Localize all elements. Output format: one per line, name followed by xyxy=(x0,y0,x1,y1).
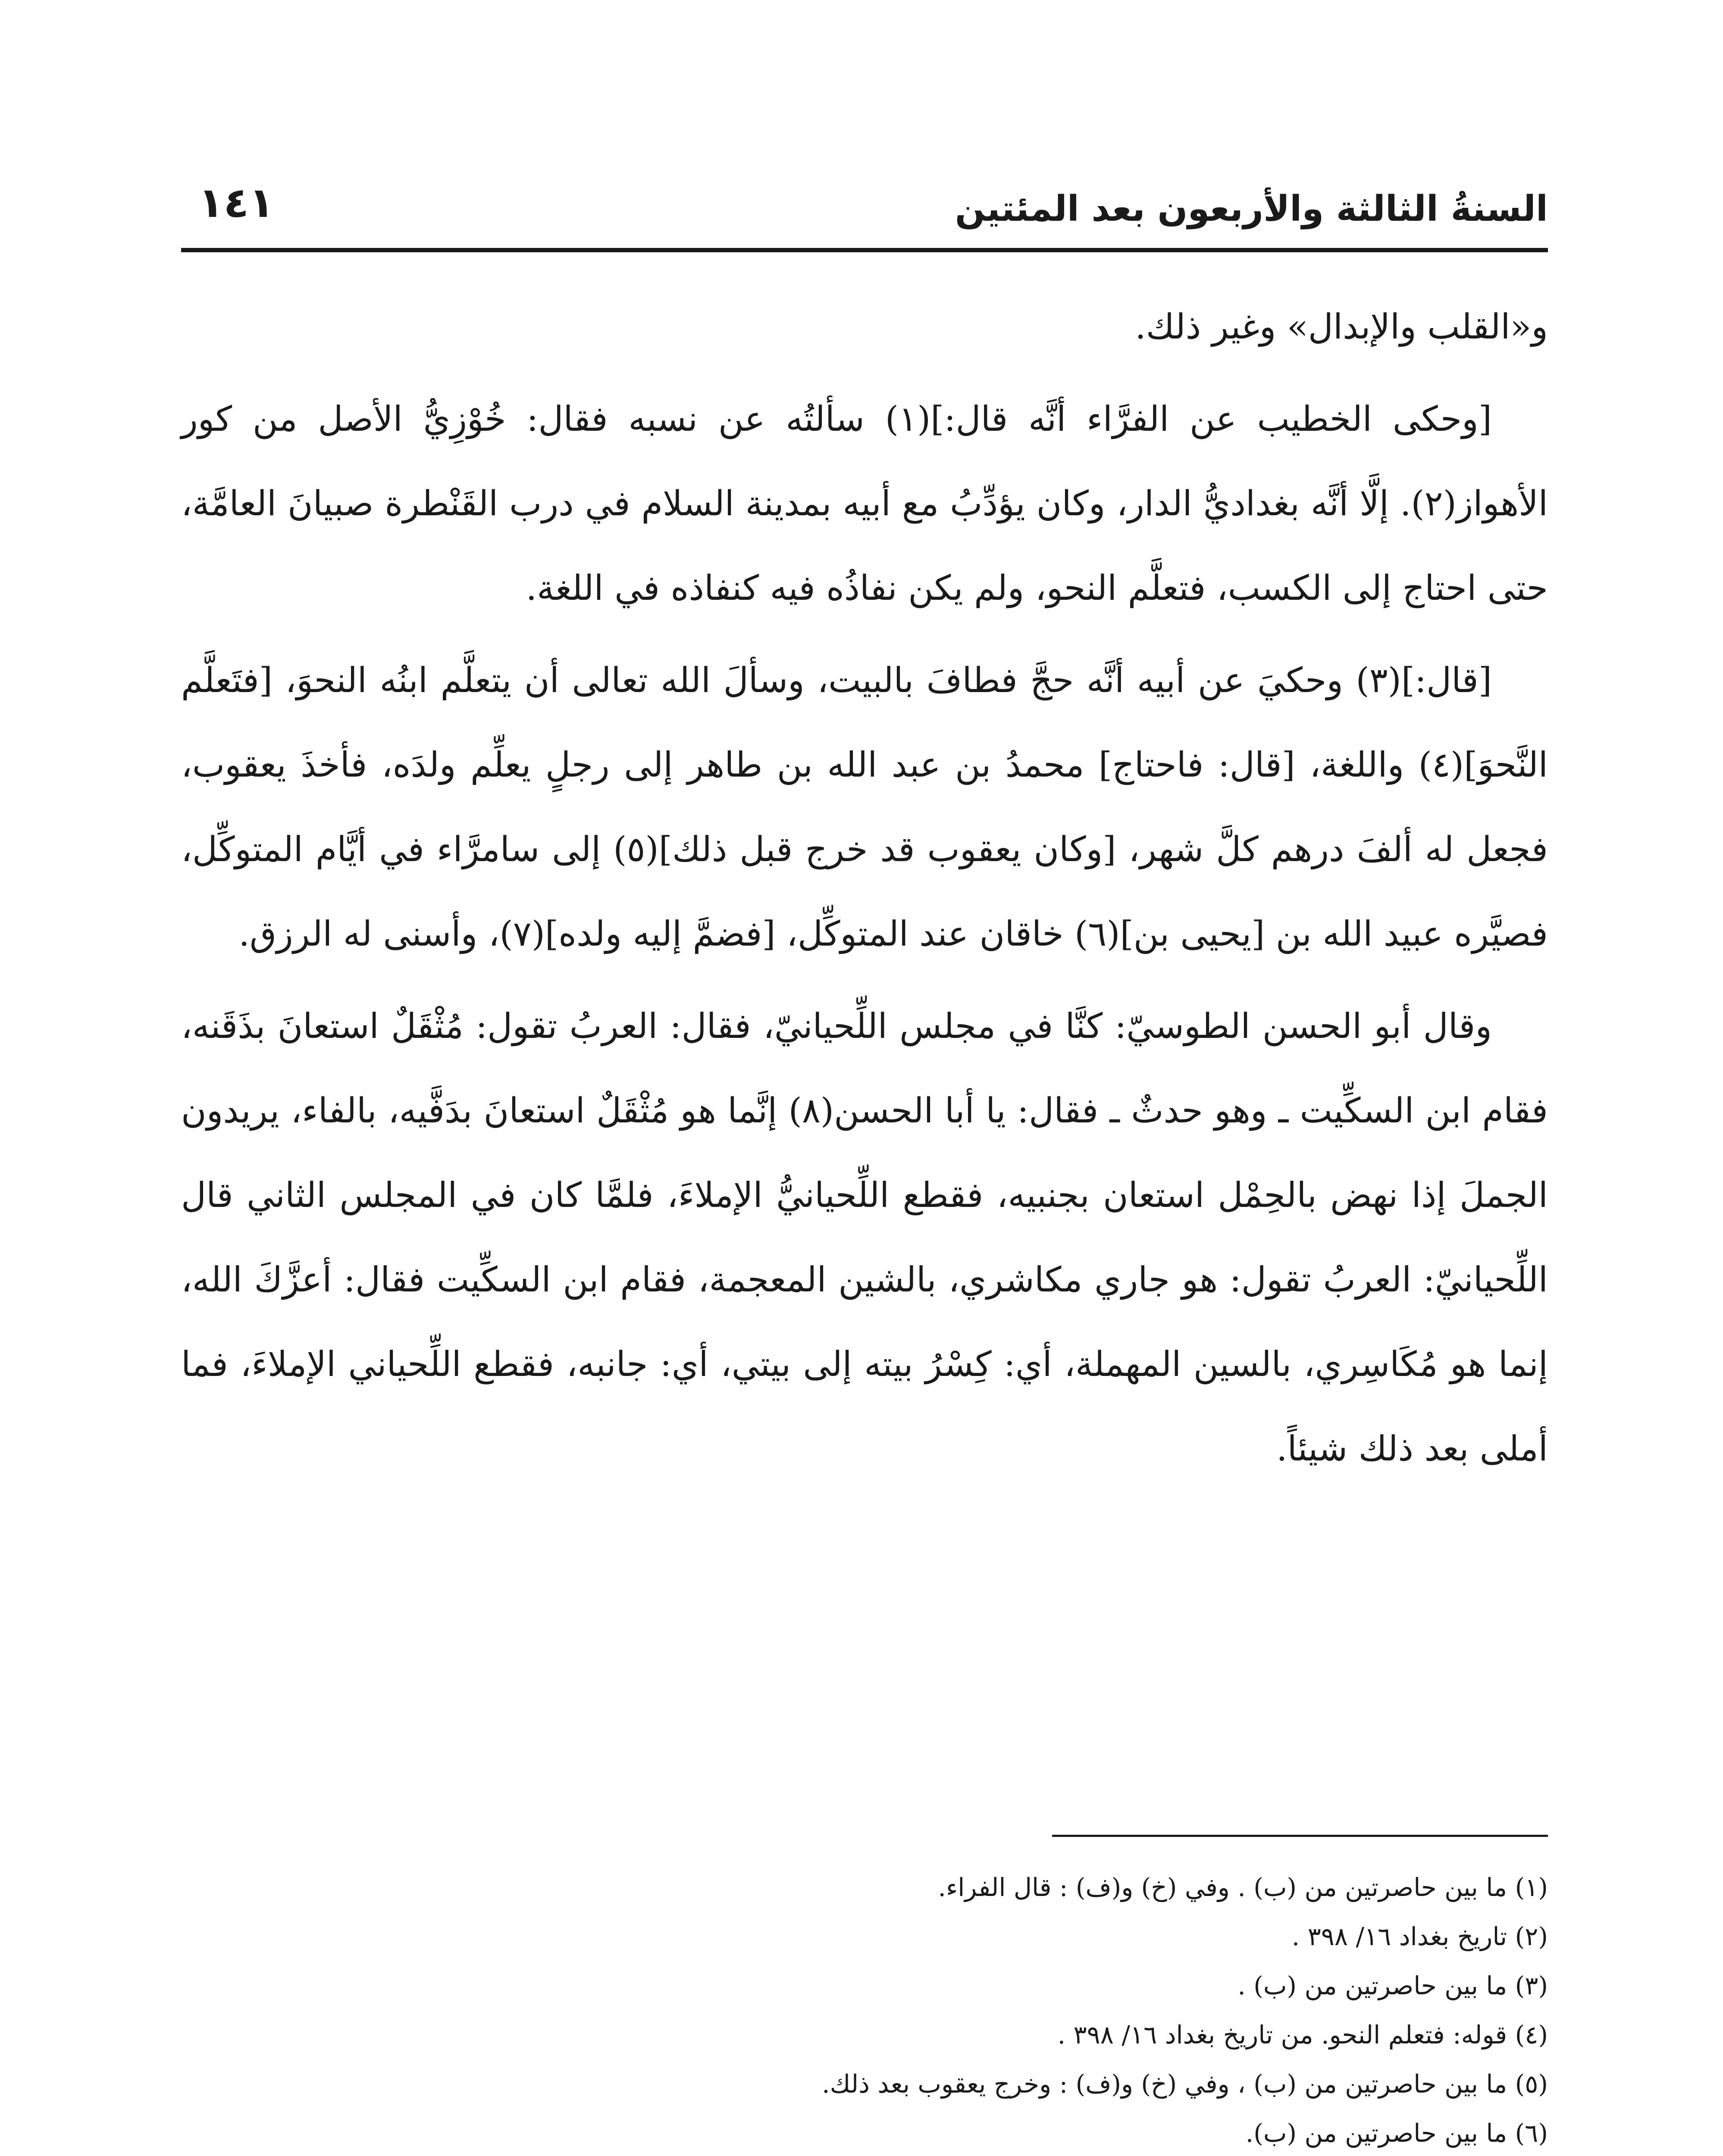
footnote-2: (٢) تاريخ بغداد ١٦/ ٣٩٨ . xyxy=(1291,1922,1548,1951)
running-header xyxy=(181,172,1548,237)
paragraph-4: وقال أبو الحسن الطوسيّ: كنَّا في مجلس اللِّحيانيّ، فقال: العربُ تقول: مُثْقَلٌ استعانَ بذَقَنه، فقام ابن السكِّيت ـ وهو حدثٌ ـ فقال: يا أبا الحسن(٨) إنَّما هو مُثْقَلٌ استعانَ بدَفَّيه، بالفاء، يريدون الجملَ إذا نهض بالحِمْل استعان بجنبيه، فقطع اللِّحيانيُّ الإملاءَ، فلمَّا كان في المجلس الثاني قال اللِّحيانيّ: العربُ تقول: هو جاري مكاشري، بالشين المعجمة، فقام ابن السكِّيت فقال: أعزَّكَ الله، إنما هو مُكَاسِري، بالسين المهملة، أي: كِسْرُ بيته إلى بيتي، أي: جانبه، فقطع اللِّحياني الإملاءَ، فما أملى بعد ذلك شيئاً. xyxy=(181,1006,1548,1469)
page-number: ١٤١ xyxy=(198,179,274,227)
paragraph-2: [وحكى الخطيب عن الفرَّاء أنَّه قال:](١) سألتُه عن نسبه فقال: خُوْزِيُّ الأصل من كور الأهواز(٢). إلَّا أنَّه بغداديُّ الدار، وكان يؤدِّبُ مع أبيه بمدينة السلام في درب القَنْطرة صبيانَ العامَّة، حتى احتاج إلى الكسب، فتعلَّم النحو، ولم يكن نفاذُه فيه كنفاذه في اللغة. xyxy=(181,399,1548,608)
footnote-rule xyxy=(1052,1835,1548,1837)
footnote-3: (٣) ما بين حاصرتين من (ب) . xyxy=(1237,1971,1548,2000)
header-rule xyxy=(181,248,1548,252)
running-title: السنةُ الثالثة والأربعون بعد المئتين xyxy=(955,188,1548,229)
footnote-6: (٦) ما بين حاصرتين من (ب). xyxy=(1245,2118,1548,2148)
footnote-1: (١) ما بين حاصرتين من (ب) . وفي (خ) و(ف) : قال الفراء. xyxy=(938,1873,1548,1902)
main-text xyxy=(181,285,1548,1499)
paragraph-3: [قال:](٣) وحكيَ عن أبيه أنَّه حجَّ فطافَ بالبيت، وسألَ الله تعالى أن يتعلَّم ابنُه النحوَ، [فتَعلَّم النَّحوَ](٤) واللغة، [قال: فاحتاج] محمدُ بن عبد الله بن طاهر إلى رجلٍ يعلِّم ولدَه، فأخذَ يعقوب، فجعل له ألفَ درهم كلَّ شهر، [وكان يعقوب قد خرج قبل ذلك](٥) إلى سامرَّاء في أيَّام المتوكِّل، فصيَّره عبيد الله بن [يحيى بن](٦) خاقان عند المتوكِّل، [فضمَّ إليه ولده](٧)، وأسنى له الرزق. xyxy=(181,660,1548,954)
footnote-5: (٥) ما بين حاصرتين من (ب) ، وفي (خ) و(ف) : وخرج يعقوب بعد ذلك. xyxy=(822,2069,1548,2099)
paragraph-1: و«القلب والإبدال» وغير ذلك. xyxy=(1135,307,1548,347)
footnotes xyxy=(181,1863,1548,2156)
footnote-4: (٤) قوله: فتعلم النحو. من تاريخ بغداد ١٦/ ٣٩٨ . xyxy=(1057,2020,1548,2049)
